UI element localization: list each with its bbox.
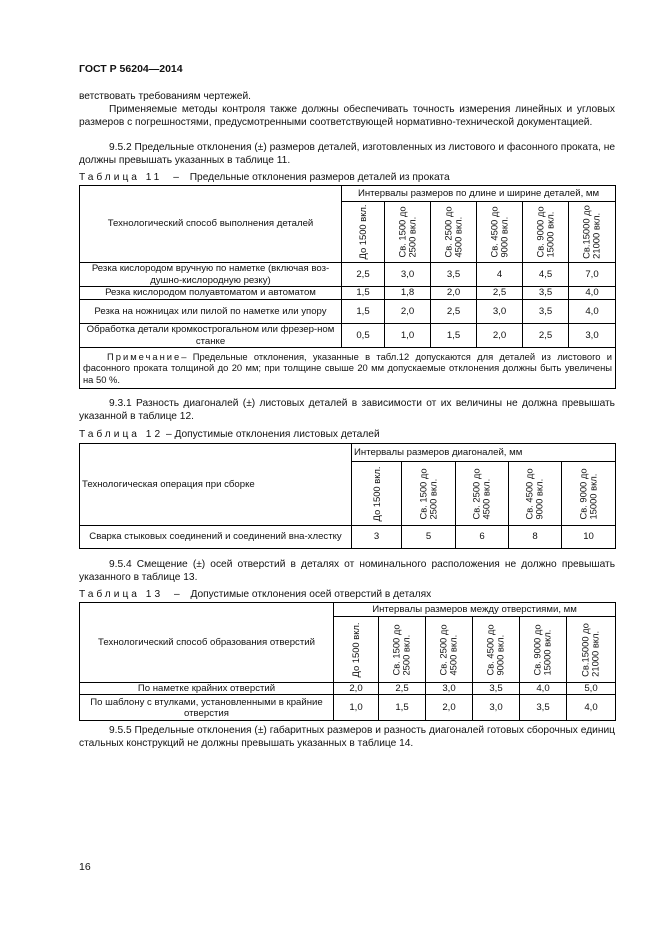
column-header: Св. 2500 до 4500 вкл.: [426, 617, 473, 683]
cell: 3,5: [523, 287, 569, 300]
row-label: Сварка стыковых соединений и соединений вна-хлестку: [80, 526, 352, 549]
cell: 10: [562, 526, 616, 549]
table-12-caption: [79, 428, 380, 441]
column-header: Св. 4500 до 9000 вкл.: [473, 617, 520, 683]
cell: 2,0: [334, 683, 379, 695]
table-row: [80, 263, 616, 287]
header-cell: Технологический способ выполнения деталей: [80, 186, 342, 263]
cell: 4,0: [569, 287, 616, 300]
cell: 2,5: [379, 683, 426, 695]
cell: 4,0: [569, 300, 616, 324]
row-label: Резка кислородом вручную по наметке (включая воз-душно-кислородную резку): [80, 263, 342, 287]
row-label: Резка на ножницах или пилой по наметке или упору: [80, 300, 342, 324]
column-header: Св. 4500 до 9000 вкл.: [477, 202, 523, 263]
header-cell: Технологический способ образования отверстий: [80, 603, 334, 683]
cell: 3,0: [385, 263, 431, 287]
caption-dash: –: [173, 172, 179, 183]
paragraph: 9.5.4 Смещение (±) осей отверстий в деталях от номинального расположения не должно превышать указанного в таблице 13.: [79, 559, 615, 584]
note-text: – Предельные отклонения, указанные в табл.12 допускаются для деталей из листового и фасонного проката толщиной до 20 мм; при толщине свыше 20 мм допускаемые отклонения должны быть увеличены на 50 %.: [83, 351, 613, 385]
cell: 3,0: [477, 300, 523, 324]
cell: 3,5: [431, 263, 477, 287]
cell: 3,5: [520, 695, 567, 721]
cell: 1,5: [431, 324, 477, 348]
row-label: Резка кислородом полуавтоматом и автоматом: [80, 287, 342, 300]
column-header: Св. 9000 до 15000 вкл.: [523, 202, 569, 263]
cell: 2,5: [523, 324, 569, 348]
header-cell: Технологическая операция при сборке: [80, 444, 352, 526]
cell: 3,0: [569, 324, 616, 348]
cell: 1,5: [379, 695, 426, 721]
column-header: Св. 1500 до 2500 вкл.: [402, 462, 456, 526]
paragraph: 9.3.1 Разность диагоналей (±) листовых деталей в зависимости от их величины не должна превышать указанной в таблице 12.: [79, 398, 615, 423]
column-header: Св.15000 до 21000 вкл.: [569, 202, 616, 263]
cell: 2,5: [477, 287, 523, 300]
cell: 2,0: [385, 300, 431, 324]
table-note: [80, 348, 616, 389]
table-13-caption: [79, 588, 431, 601]
cell: 4: [477, 263, 523, 287]
row-label: По шаблону с втулками, установленными в крайние отверстия: [80, 695, 334, 721]
column-header: До 1500 вкл.: [334, 617, 379, 683]
cell: 4,0: [567, 695, 616, 721]
cell: 2,0: [431, 287, 477, 300]
caption-text: Предельные отклонения размеров деталей из проката: [189, 172, 450, 183]
group-header: Интервалы размеров между отверстиями, мм: [334, 603, 616, 617]
table-row: [80, 324, 616, 348]
column-header: Св. 9000 до 15000 вкл.: [562, 462, 616, 526]
cell: 1,0: [385, 324, 431, 348]
cell: 3,0: [426, 683, 473, 695]
row-label: Обработка детали кромкострогальном или фрезер-ном станке: [80, 324, 342, 348]
row-label: По наметке крайних отверстий: [80, 683, 334, 695]
group-header: Интервалы размеров диагоналей, мм: [352, 444, 616, 462]
page-number: 16: [79, 861, 91, 873]
table-row: [80, 683, 616, 695]
table-row: [80, 287, 616, 300]
caption-label: Таблица 11: [79, 172, 163, 183]
column-header: Св. 1500 до 2500 вкл.: [385, 202, 431, 263]
table-11: [79, 185, 616, 389]
table-11-caption: [79, 171, 450, 184]
caption-label: Таблица 12: [79, 429, 164, 440]
cell: 8: [509, 526, 562, 549]
table-13: [79, 602, 616, 721]
caption-text: Допустимые отклонения осей отверстий в деталях: [190, 589, 432, 600]
cell: 2,0: [477, 324, 523, 348]
cell: 1,0: [334, 695, 379, 721]
paragraph: 9.5.5 Предельные отклонения (±) габаритных размеров и разность диагоналей готовых сборочных единиц стальных конструкций не должны превышать указанных в таблице 14.: [79, 725, 615, 750]
caption-dash: –: [173, 589, 180, 600]
column-header: Св. 4500 до 9000 вкл.: [509, 462, 562, 526]
paragraph: ветствовать требованиям чертежей.: [79, 91, 251, 102]
table-12: [79, 443, 616, 549]
cell: 3: [352, 526, 402, 549]
cell: 6: [456, 526, 509, 549]
column-header: До 1500 вкл.: [352, 462, 402, 526]
cell: 5,0: [567, 683, 616, 695]
cell: 5: [402, 526, 456, 549]
caption-label: Таблица 13: [79, 589, 164, 600]
note-label: Примечание: [107, 351, 182, 362]
cell: 1,5: [342, 287, 385, 300]
cell: 4,0: [520, 683, 567, 695]
column-header: Св. 2500 до 4500 вкл.: [431, 202, 477, 263]
group-header: Интервалы размеров по длине и ширине деталей, мм: [342, 186, 616, 202]
page-header: ГОСТ Р 56204—2014: [79, 63, 183, 75]
cell: 3,0: [473, 695, 520, 721]
caption-text: – Допустимые отклонения листовых деталей: [165, 429, 380, 440]
cell: 2,0: [426, 695, 473, 721]
cell: 7,0: [569, 263, 616, 287]
cell: 2,5: [431, 300, 477, 324]
paragraph: 9.5.2 Предельные отклонения (±) размеров деталей, изготовленных из листового и фасонного проката, не должны превышать указанных в таблице 11.: [79, 142, 615, 167]
cell: 3,5: [473, 683, 520, 695]
cell: 3,5: [523, 300, 569, 324]
column-header: Св. 1500 до 2500 вкл.: [379, 617, 426, 683]
column-header: Св.15000 до 21000 вкл.: [567, 617, 616, 683]
cell: 4,5: [523, 263, 569, 287]
column-header: Св. 2500 до 4500 вкл.: [456, 462, 509, 526]
cell: 1,8: [385, 287, 431, 300]
table-row: [80, 526, 616, 549]
column-header: До 1500 вкл.: [342, 202, 385, 263]
cell: 1,5: [342, 300, 385, 324]
cell: 0,5: [342, 324, 385, 348]
table-row: [80, 695, 616, 721]
column-header: Св. 9000 до 15000 вкл.: [520, 617, 567, 683]
table-row: [80, 300, 616, 324]
cell: 2,5: [342, 263, 385, 287]
paragraph: Применяемые методы контроля также должны обеспечивать точность измерения линейных и угловых размеров с погрешностями, предусмотренными соответствующей нормативно-технической документацией.: [79, 104, 615, 129]
